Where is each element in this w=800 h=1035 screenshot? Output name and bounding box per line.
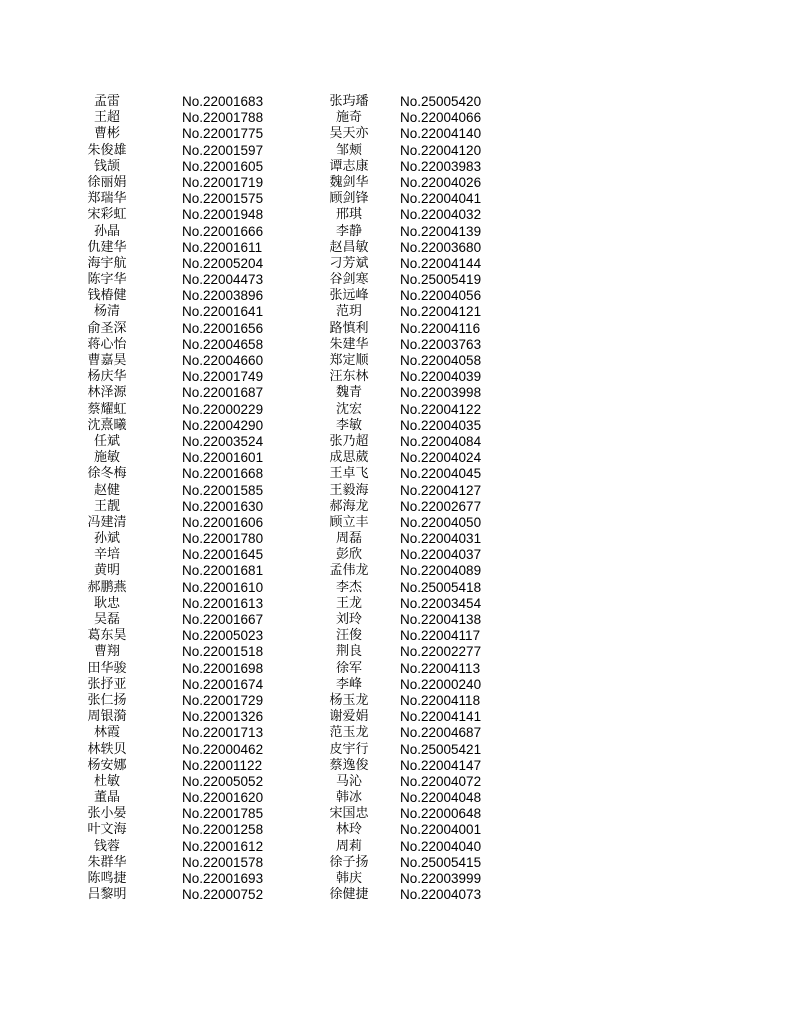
id-left: No.22001683	[182, 94, 264, 109]
name-left: 曹翔	[93, 644, 120, 660]
table-row	[70, 304, 510, 320]
id-left: No.22001122	[182, 757, 263, 773]
name-right: 路慎利	[329, 320, 369, 336]
id-left: No.22001656	[182, 320, 264, 336]
id-right: No.22004041	[400, 191, 482, 207]
id-right: No.22004116	[400, 320, 481, 336]
name-left: 耿忠	[93, 595, 120, 611]
name-right: 王毅海	[329, 482, 369, 498]
table-row	[70, 256, 510, 272]
id-left: No.22001666	[182, 223, 264, 239]
name-right: 彭欣	[335, 547, 362, 563]
name-right: 徐军	[335, 660, 362, 676]
name-left: 杜敏	[93, 773, 120, 789]
id-left: No.22001613	[182, 595, 264, 611]
id-left: No.22001620	[182, 790, 264, 806]
table-row	[70, 191, 510, 207]
name-left: 曹嘉昊	[87, 353, 127, 368]
id-right: No.22004056	[400, 288, 482, 304]
name-right: 韩庆	[335, 871, 362, 886]
id-right: No.25005420	[400, 94, 482, 109]
name-right: 周磊	[335, 531, 362, 547]
table-row	[70, 385, 510, 401]
table-row	[70, 563, 510, 579]
name-left: 钱颉	[93, 158, 120, 174]
id-right: No.22004122	[400, 401, 482, 417]
id-left: No.22005204	[182, 255, 264, 271]
name-right: 谢爱娟	[329, 709, 369, 725]
id-left: No.22001713	[182, 725, 264, 741]
id-right: No.22004058	[400, 353, 482, 368]
name-left: 任斌	[93, 433, 120, 449]
table-row	[70, 159, 510, 175]
name-left: 林轶贝	[87, 741, 127, 757]
id-left: No.22001775	[182, 126, 264, 142]
id-right: No.22000240	[400, 676, 482, 692]
table-row	[70, 126, 510, 142]
name-right: 吴天亦	[329, 126, 369, 142]
id-right: No.22004117	[400, 628, 481, 644]
table-row	[70, 547, 510, 563]
table-row	[70, 369, 510, 385]
id-left: No.22001578	[182, 854, 264, 870]
name-left: 陈字华	[87, 272, 127, 288]
id-right: No.22004127	[400, 482, 482, 498]
name-right: 谷剑寒	[329, 272, 369, 288]
id-right: No.22004045	[400, 466, 482, 482]
id-left: No.22001948	[182, 207, 264, 223]
roster-table	[70, 94, 510, 903]
id-right: No.22004073	[400, 887, 482, 903]
name-right: 宋国忠	[329, 806, 369, 822]
id-left: No.22001630	[182, 498, 264, 514]
id-left: No.22001611	[182, 239, 263, 255]
name-left: 张小晏	[87, 806, 127, 822]
table-row	[70, 402, 510, 418]
name-left: 孙斌	[93, 531, 120, 547]
name-right: 魏剑华	[329, 174, 369, 190]
id-right: No.22000648	[400, 806, 482, 822]
name-right: 施奇	[335, 110, 362, 126]
name-left: 徐丽娟	[87, 174, 127, 190]
name-left: 杨安娜	[87, 757, 127, 773]
name-left: 俞圣深	[87, 320, 127, 336]
name-left: 钱椿健	[87, 288, 127, 304]
id-left: No.22005052	[182, 773, 264, 789]
id-right: No.22003763	[400, 336, 482, 352]
table-row	[70, 725, 510, 741]
name-right: 邹颊	[335, 142, 362, 158]
name-left: 叶文海	[87, 822, 127, 838]
name-right: 邢琪	[335, 207, 362, 223]
name-left: 朱群华	[87, 854, 127, 870]
id-right: No.22004138	[400, 612, 482, 627]
name-right: 朱建华	[329, 336, 369, 352]
name-right: 魏青	[335, 385, 362, 401]
id-right: No.22004140	[400, 126, 482, 142]
id-left: No.22001729	[182, 692, 264, 708]
id-left: No.22001575	[182, 191, 264, 207]
id-right: No.22004032	[400, 207, 482, 223]
id-right: No.22003999	[400, 871, 482, 886]
name-left: 杨庆华	[87, 369, 127, 385]
id-right: No.25005419	[400, 272, 482, 288]
name-right: 韩冰	[335, 790, 362, 806]
table-row	[70, 434, 510, 450]
id-right: No.22004089	[400, 563, 482, 579]
table-row	[70, 175, 510, 191]
table-row	[70, 240, 510, 256]
table-row	[70, 661, 510, 677]
name-left: 林泽源	[87, 385, 127, 401]
id-right: No.22004121	[400, 304, 482, 320]
id-left: No.22001605	[182, 158, 264, 174]
id-right: No.22004039	[400, 369, 482, 385]
name-left: 王靓	[93, 498, 120, 514]
name-left: 张抒亚	[87, 676, 127, 692]
table-row	[70, 644, 510, 660]
name-right: 刁芳斌	[329, 255, 369, 271]
name-left: 吕黎明	[87, 887, 127, 903]
id-right: No.25005415	[400, 854, 482, 870]
name-right: 林玲	[335, 822, 362, 838]
name-right: 孟伟龙	[329, 563, 369, 579]
name-left: 沈熹曦	[87, 417, 127, 433]
name-left: 郝鹏燕	[87, 579, 127, 595]
id-left: No.22001698	[182, 660, 264, 676]
id-left: No.22001667	[182, 612, 264, 627]
name-right: 荆良	[335, 644, 362, 660]
name-right: 赵昌敏	[329, 239, 369, 255]
id-left: No.22001585	[182, 482, 264, 498]
name-left: 辛培	[93, 547, 120, 563]
id-left: No.22001258	[182, 822, 264, 838]
id-left: No.22004473	[182, 272, 264, 288]
table-row	[70, 207, 510, 223]
id-left: No.22001719	[182, 174, 264, 190]
table-row	[70, 94, 510, 110]
name-right: 郝海龙	[329, 498, 369, 514]
name-left: 周银漪	[87, 709, 127, 725]
name-left: 董晶	[93, 790, 120, 806]
table-row	[70, 774, 510, 790]
id-right: No.25005418	[400, 579, 482, 595]
name-right: 徐健捷	[329, 887, 369, 903]
name-right: 成思葳	[329, 450, 369, 466]
id-left: No.22001681	[182, 563, 264, 579]
id-left: No.22003524	[182, 433, 264, 449]
name-left: 郑瑞华	[87, 191, 127, 207]
name-left: 蒋心怡	[87, 336, 127, 352]
id-right: No.22004147	[400, 757, 482, 773]
id-left: No.22004290	[182, 417, 264, 433]
table-row	[70, 628, 510, 644]
id-right: No.22003983	[400, 158, 482, 174]
name-right: 郑定顺	[329, 353, 369, 368]
id-left: No.22001612	[182, 838, 264, 854]
name-left: 张仁扬	[87, 692, 127, 708]
id-right: No.22004040	[400, 838, 482, 854]
id-left: No.22001785	[182, 806, 264, 822]
id-right: No.22004084	[400, 433, 482, 449]
id-right: No.22003998	[400, 385, 482, 401]
table-row	[70, 839, 510, 855]
name-right: 王卓飞	[329, 466, 369, 482]
id-right: No.22004141	[400, 709, 482, 725]
name-right: 汪东林	[329, 369, 369, 385]
name-left: 海宇航	[87, 255, 127, 271]
table-row	[70, 224, 510, 240]
table-row	[70, 450, 510, 466]
id-left: No.22001606	[182, 514, 264, 530]
id-right: No.22004037	[400, 547, 482, 563]
id-right: No.22004001	[400, 822, 482, 838]
table-row	[70, 709, 510, 725]
name-left: 吴磊	[93, 612, 120, 627]
id-right: No.22004139	[400, 223, 482, 239]
name-left: 杨清	[93, 304, 120, 320]
id-right: No.22004113	[400, 660, 481, 676]
id-right: No.22004144	[400, 255, 482, 271]
name-left: 黄明	[93, 563, 120, 579]
id-right: No.22004048	[400, 790, 482, 806]
name-right: 周莉	[335, 838, 362, 854]
name-right: 王龙	[335, 595, 362, 611]
name-left: 田华骏	[87, 660, 127, 676]
name-right: 张乃超	[329, 433, 369, 449]
table-row	[70, 483, 510, 499]
id-left: No.22003896	[182, 288, 264, 304]
table-row	[70, 499, 510, 515]
table-row	[70, 353, 510, 369]
table-row	[70, 855, 510, 871]
table-row	[70, 758, 510, 774]
table-row	[70, 693, 510, 709]
id-right: No.22004118	[400, 692, 481, 708]
table-row	[70, 466, 510, 482]
id-right: No.22004066	[400, 110, 482, 126]
name-right: 汪俊	[335, 628, 362, 644]
id-left: No.22001601	[182, 450, 264, 466]
id-left: No.22000462	[182, 741, 264, 757]
table-row	[70, 337, 510, 353]
name-left: 仇建华	[87, 239, 127, 255]
name-left: 王超	[93, 110, 120, 126]
table-row	[70, 515, 510, 531]
table-row	[70, 677, 510, 693]
id-left: No.22001693	[182, 871, 264, 886]
id-left: No.22001597	[182, 142, 264, 158]
id-right: No.22004031	[400, 531, 482, 547]
id-right: No.22004050	[400, 514, 482, 530]
table-row	[70, 742, 510, 758]
name-right: 谭志康	[329, 158, 369, 174]
id-right: No.22002277	[400, 644, 482, 660]
name-left: 朱俊雄	[87, 142, 127, 158]
table-row	[70, 887, 510, 903]
name-left: 蔡耀虹	[87, 401, 127, 417]
name-left: 冯建清	[87, 514, 127, 530]
table-row	[70, 806, 510, 822]
id-left: No.22001645	[182, 547, 264, 563]
id-left: No.22001668	[182, 466, 264, 482]
name-left: 赵健	[93, 482, 120, 498]
id-left: No.22001788	[182, 110, 264, 126]
name-right: 范玉龙	[329, 725, 369, 741]
table-row	[70, 272, 510, 288]
table-row	[70, 143, 510, 159]
table-row	[70, 418, 510, 434]
name-right: 顾立丰	[329, 514, 369, 530]
id-left: No.22001780	[182, 531, 264, 547]
table-row	[70, 321, 510, 337]
name-right: 李静	[335, 223, 362, 239]
id-left: No.22000752	[182, 887, 264, 903]
name-left: 钱蓉	[93, 838, 120, 854]
table-row	[70, 596, 510, 612]
id-right: No.22003454	[400, 595, 482, 611]
name-right: 李杰	[335, 579, 362, 595]
id-right: No.22004687	[400, 725, 482, 741]
id-left: No.22001687	[182, 385, 264, 401]
id-left: No.22005023	[182, 628, 264, 644]
table-row	[70, 871, 510, 887]
name-left: 陈鸣捷	[87, 871, 127, 886]
id-right: No.22002677	[400, 498, 482, 514]
name-right: 范玥	[335, 304, 362, 320]
id-right: No.25005421	[400, 741, 482, 757]
id-right: No.22003680	[400, 239, 482, 255]
id-left: No.22001326	[182, 709, 264, 725]
name-left: 葛东昊	[87, 628, 127, 644]
name-left: 曹彬	[93, 126, 120, 142]
name-left: 宋彩虹	[87, 207, 127, 223]
name-right: 马沁	[335, 773, 362, 789]
id-left: No.22001749	[182, 369, 264, 385]
name-left: 孙晶	[93, 223, 120, 239]
id-right: No.22004026	[400, 174, 482, 190]
name-right: 沈宏	[335, 401, 362, 417]
id-right: No.22004072	[400, 773, 482, 789]
table-row	[70, 580, 510, 596]
name-right: 皮宇行	[329, 741, 369, 757]
id-left: No.22001518	[182, 644, 264, 660]
name-left: 施敏	[93, 450, 120, 466]
id-left: No.22001641	[182, 304, 264, 320]
name-right: 顾剑锋	[329, 191, 369, 207]
id-left: No.22001674	[182, 676, 264, 692]
name-right: 张远峰	[329, 288, 369, 304]
name-right: 徐子扬	[329, 854, 369, 870]
table-row	[70, 110, 510, 126]
id-right: No.22004035	[400, 417, 482, 433]
name-right: 刘玲	[335, 612, 362, 627]
table-row	[70, 790, 510, 806]
table-row	[70, 612, 510, 628]
name-left: 孟雷	[93, 94, 120, 109]
id-left: No.22004658	[182, 336, 264, 352]
id-left: No.22000229	[182, 401, 264, 417]
id-left: No.22004660	[182, 353, 264, 368]
name-right: 张玙璠	[329, 94, 369, 109]
id-left: No.22001610	[182, 579, 264, 595]
name-right: 蔡逸俊	[329, 757, 369, 773]
name-right: 李峰	[335, 676, 362, 692]
name-left: 徐冬梅	[87, 466, 127, 482]
table-row	[70, 288, 510, 304]
id-right: No.22004024	[400, 450, 482, 466]
table-row	[70, 822, 510, 838]
id-right: No.22004120	[400, 142, 482, 158]
name-right: 杨玉龙	[329, 692, 369, 708]
name-left: 林霞	[93, 725, 120, 741]
table-row	[70, 531, 510, 547]
name-right: 李敏	[335, 417, 362, 433]
